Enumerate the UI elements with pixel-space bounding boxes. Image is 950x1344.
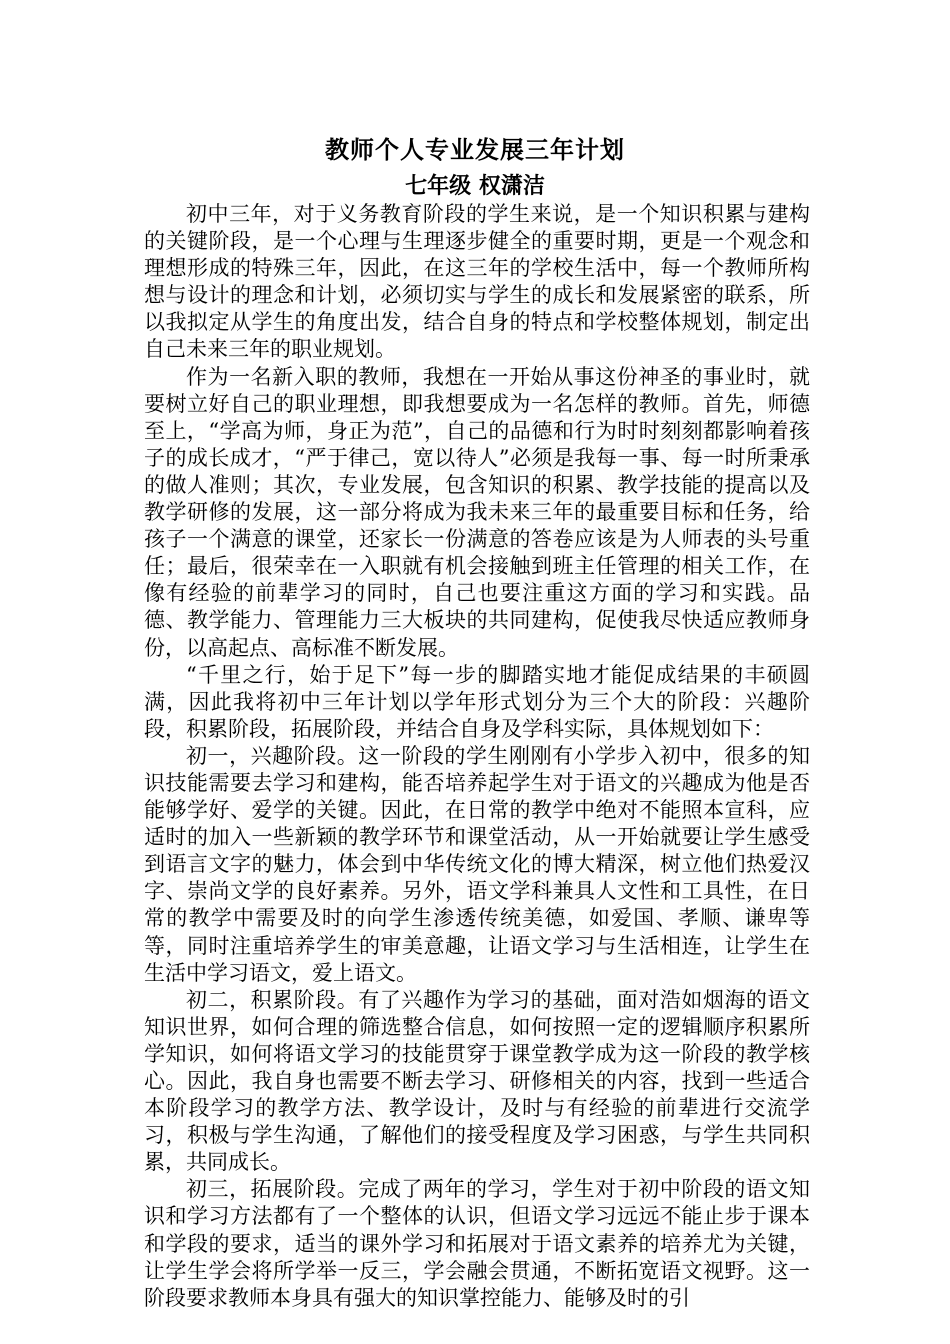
paragraph-grade-eight: 初二，积累阶段。有了兴趣作为学习的基础，面对浩如烟海的语文知识世界，如何合理的筛选整合信息，如何按照一定的逻辑顺序积累所学知识，如何将语文学习的技能贯穿于课堂教学成为这一阶段的教学核心。因此，我自身也需要不断去学习、研修相关的内容，找到一些适合本阶段学习的教学方法、教学设计，及时与有经验的前辈进行交流学习，积极与学生沟通，了解他们的接受程度及学习困惑，与学生共同积累，共同成长。 bbox=[144, 987, 810, 1175]
paragraph-career-ideal: 作为一名新入职的教师，我想在一开始从事这份神圣的事业时，就要树立好自己的职业理想，即我想要成为一名怎样的教师。首先，师德至上，“学高为师，身正为范”，自己的品德和行为时时刻刻都影响着孩子的成长成才，“严于律己，宽以待人”必须是我每一事、每一时所秉承的做人准则；其次，专业发展，包含知识的积累、教学技能的提高以及教学研修的发展，这一部分将成为我未来三年的最重要目标和任务，给孩子一个满意的课堂，还家长一份满意的答卷应该是为人师表的头号重任；最后，很荣幸在一入职就有机会接触到班主任管理的相关工作，在像有经验的前辈学习的同时，自己也要注重这方面的学习和实践。品德、教学能力、管理能力三大板块的共同建构，促使我尽快适应教师身份，以高起点、高标准不断发展。 bbox=[144, 364, 810, 660]
paragraph-three-stages: “千里之行，始于足下”每一步的脚踏实地才能促成结果的丰硕圆满，因此我将初中三年计划以学年形式划分为三个大的阶段：兴趣阶段，积累阶段，拓展阶段，并结合自身及学科实际，具体规划如下： bbox=[144, 662, 810, 741]
document-body bbox=[144, 201, 810, 1312]
paragraph-grade-nine: 初三，拓展阶段。完成了两年的学习，学生对于初中阶段的语文知识和学习方法都有了一个整体的认识，但语文学习远远不能止步于课本和学段的要求，适当的课外学习和拓展对于语文素养的培养尤为关键，让学生学会将所学举一反三，学会融会贯通，不断拓宽语文视野。这一阶段要求教师本身具有强大的知识掌控能力、能够及时的引 bbox=[144, 1177, 810, 1310]
paragraph-intro: 初中三年，对于义务教育阶段的学生来说，是一个知识积累与建构的关键阶段，是一个心理与生理逐步健全的重要时期，更是一个观念和理想形成的特殊三年，因此，在这三年的学校生活中，每一个教师所构想与设计的理念和计划，必须切实与学生的成长和发展紧密的联系，所以我拟定从学生的角度出发，结合自身的特点和学校整体规划，制定出自己未来三年的职业规划。 bbox=[144, 202, 810, 362]
paragraph-grade-seven: 初一，兴趣阶段。这一阶段的学生刚刚有小学步入初中，很多的知识技能需要去学习和建构，能否培养起学生对于语文的兴趣成为他是否能够学好、爱学的关键。因此，在日常的教学中绝对不能照本宣科，应适时的加入一些新颖的教学环节和课堂活动，从一开始就要让学生感受到语言文字的魅力，体会到中华传统文化的博大精深，树立他们热爱汉字、崇尚文学的良好素养。另外，语文学科兼具人文性和工具性，在日常的教学中需要及时的向学生渗透传统美德，如爱国、孝顺、谦卑等等，同时注重培养学生的审美意趣，让语文学习与生活相连，让学生在生活中学习语文，爱上语文。 bbox=[144, 743, 810, 985]
document-subtitle: 七年级 权潇洁 bbox=[405, 173, 545, 199]
document-title: 教师个人专业发展三年计划 bbox=[325, 135, 625, 164]
